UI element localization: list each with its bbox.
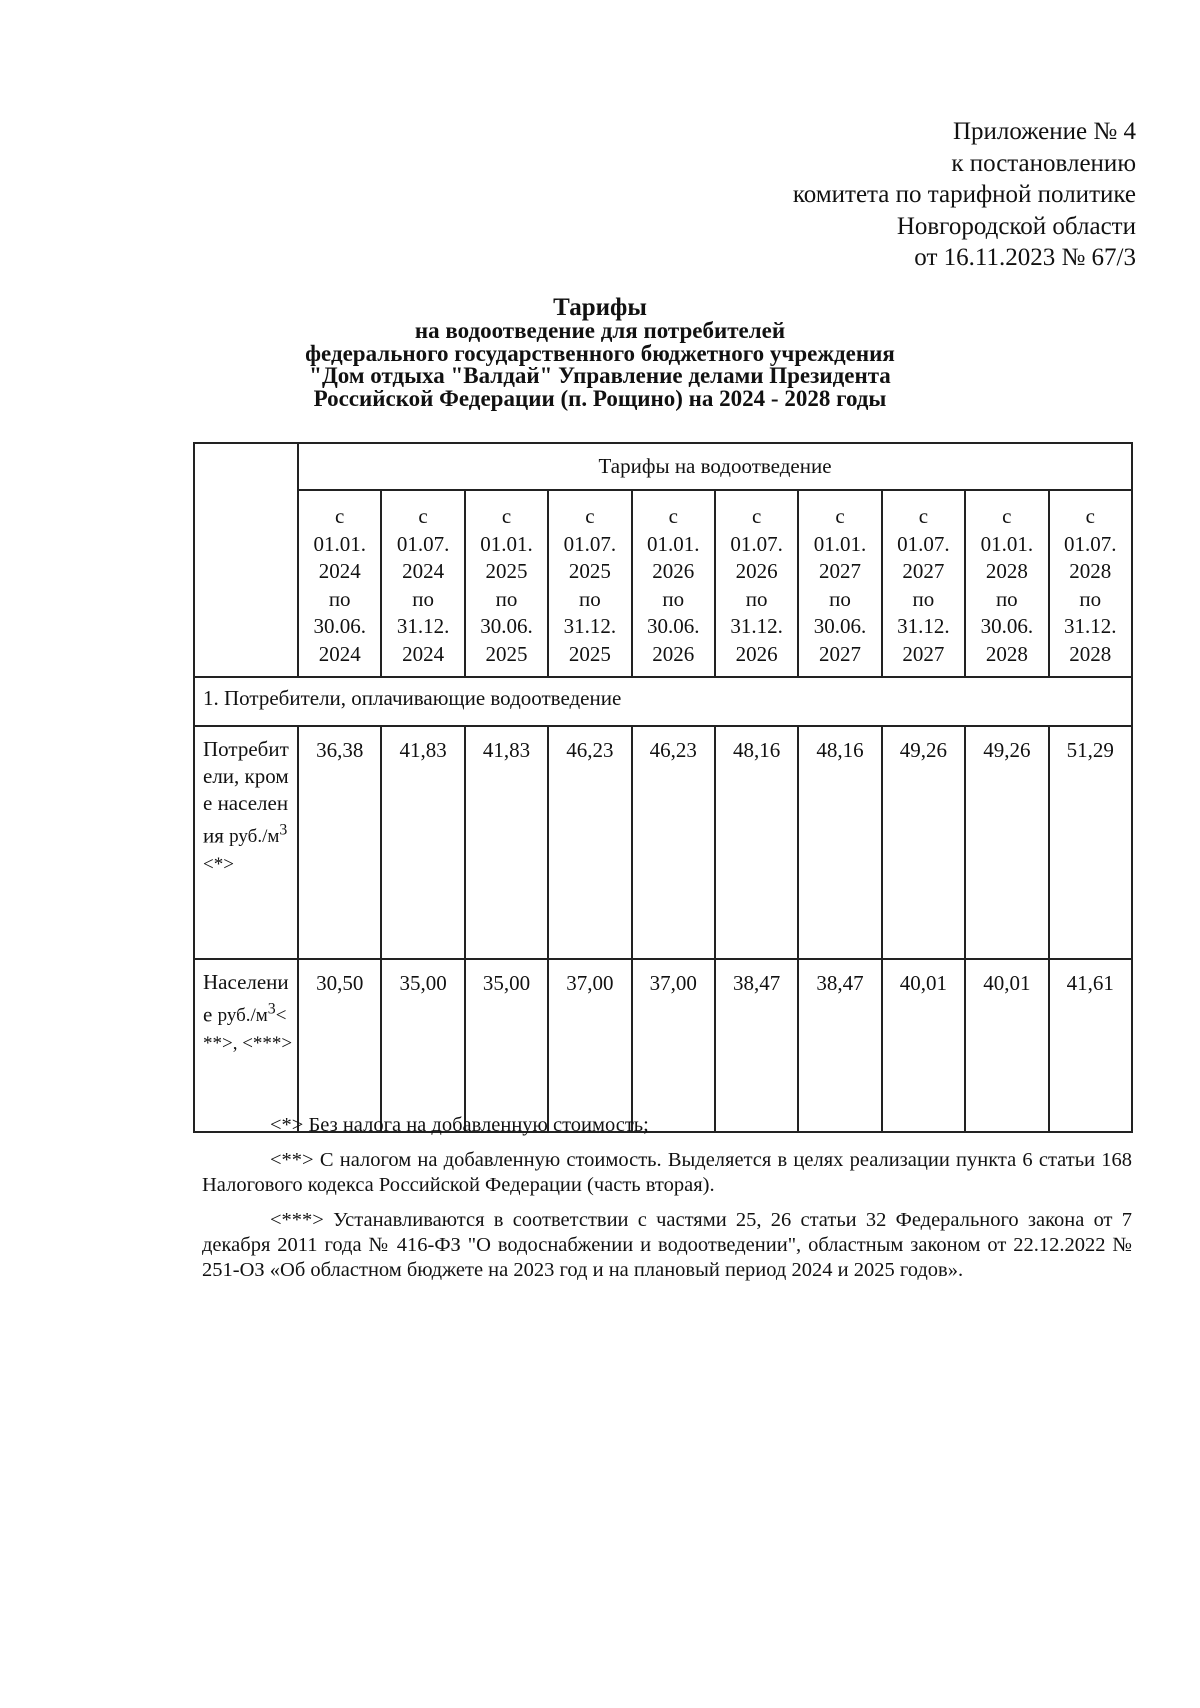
footnote-1: <*> Без налога на добавленную стоимость; — [270, 1114, 649, 1136]
footnote-2: <**> С налогом на добавленную стоимость. Выделяется в целях реализации пункта 6 статьи 168 Налогового кодекса Российской Федерации (часть вторая). — [202, 1149, 1132, 1196]
tariff-value: 41,83 — [465, 726, 548, 959]
title-main: Тарифы — [553, 294, 647, 321]
periods-header-row — [194, 490, 1132, 677]
period-header: с 01.01. 2024 по 30.06. 2024 — [298, 490, 381, 677]
tariff-value: 30,50 — [298, 959, 381, 1132]
title-line-5: Российской Федерации (п. Рощино) на 2024 - 2028 годы — [313, 385, 887, 411]
period-header: с 01.07. 2027 по 31.12. 2027 — [882, 490, 965, 677]
row-unit: $руб./м^3<*>$ — [203, 822, 288, 876]
tariff-value: 37,00 — [632, 959, 715, 1132]
tariff-value: 41,83 — [381, 726, 464, 959]
tariff-value: 41,61 — [1049, 959, 1132, 1132]
footnote-3: <***> Устанавливаются в соответствии с частями 25, 26 статьи 32 Федерального закона от 7 декабря 2011 года № 416-ФЗ "О водоснабжении и водоотведении", областным законом от 22.12.2022 № 251-ОЗ «Об областном бюджете на 2023 год и на плановый период 2024 и 2025 годов». — [202, 1209, 1132, 1281]
tariff-value: 46,23 — [548, 726, 631, 959]
appendix-committee: комитета по тарифной политике — [792, 181, 1136, 208]
section-heading: 1. Потребители, оплачивающие водоотведение — [194, 677, 1132, 726]
tariff-value: 40,01 — [965, 959, 1048, 1132]
title-line-2: на водоотведение для потребителей — [414, 318, 786, 343]
footnotes — [202, 1113, 1132, 1293]
tariff-value: 48,16 — [798, 726, 881, 959]
row-unit: $руб./м^3<**>$, <***> — [203, 1001, 293, 1055]
tariff-table — [193, 442, 1133, 1133]
period-header: с 01.07. 2024 по 31.12. 2024 — [381, 490, 464, 677]
tariff-value: 49,26 — [882, 726, 965, 959]
tariff-value: 48,16 — [715, 726, 798, 959]
tariff-value: 37,00 — [548, 959, 631, 1132]
appendix-region: Новгородской области — [896, 212, 1136, 240]
appendix-header — [576, 116, 1136, 274]
tariff-value: 46,23 — [632, 726, 715, 959]
header-empty-cell — [194, 443, 298, 677]
row-label-text: Потребители, кроме населения — [203, 737, 289, 848]
tariff-value: 49,26 — [965, 726, 1048, 959]
period-header: с 01.07. 2028 по 31.12. 2028 — [1049, 490, 1132, 677]
appendix-date: от 16.11.2023 № 67/3 — [914, 244, 1136, 271]
title-line-4: "Дом отдыха "Валдай" Управление делами Президента — [309, 363, 891, 388]
tariff-value: 36,38 — [298, 726, 381, 959]
period-header: с 01.01. 2025 по 30.06. 2025 — [465, 490, 548, 677]
tariff-value: 51,29 — [1049, 726, 1132, 959]
period-header: с 01.01. 2028 по 30.06. 2028 — [965, 490, 1048, 677]
period-header: с 01.07. 2025 по 31.12. 2025 — [548, 490, 631, 677]
tariff-value: 38,47 — [798, 959, 881, 1132]
appendix-ref: к постановлению — [951, 149, 1136, 177]
row-label — [194, 726, 298, 959]
tariff-value: 40,01 — [882, 959, 965, 1132]
period-header: с 01.01. 2026 по 30.06. 2026 — [632, 490, 715, 677]
row-label-text: Население — [203, 970, 289, 1027]
tariff-value: 35,00 — [465, 959, 548, 1132]
appendix-number: Приложение № 4 — [952, 118, 1136, 145]
row-label — [194, 959, 298, 1132]
section-row — [194, 677, 1132, 726]
period-header: с 01.01. 2027 по 30.06. 2027 — [798, 490, 881, 677]
table-row — [194, 726, 1132, 959]
table-header-row — [194, 443, 1132, 490]
tariff-value: 35,00 — [381, 959, 464, 1132]
table-row — [194, 959, 1132, 1132]
tariff-value: 38,47 — [715, 959, 798, 1132]
period-header: с 01.07. 2026 по 31.12. 2026 — [715, 490, 798, 677]
title-line-3: федерального государственного бюджетного учреждения — [305, 340, 895, 366]
document-title — [150, 296, 1050, 410]
group-header: Тарифы на водоотведение — [298, 443, 1132, 490]
